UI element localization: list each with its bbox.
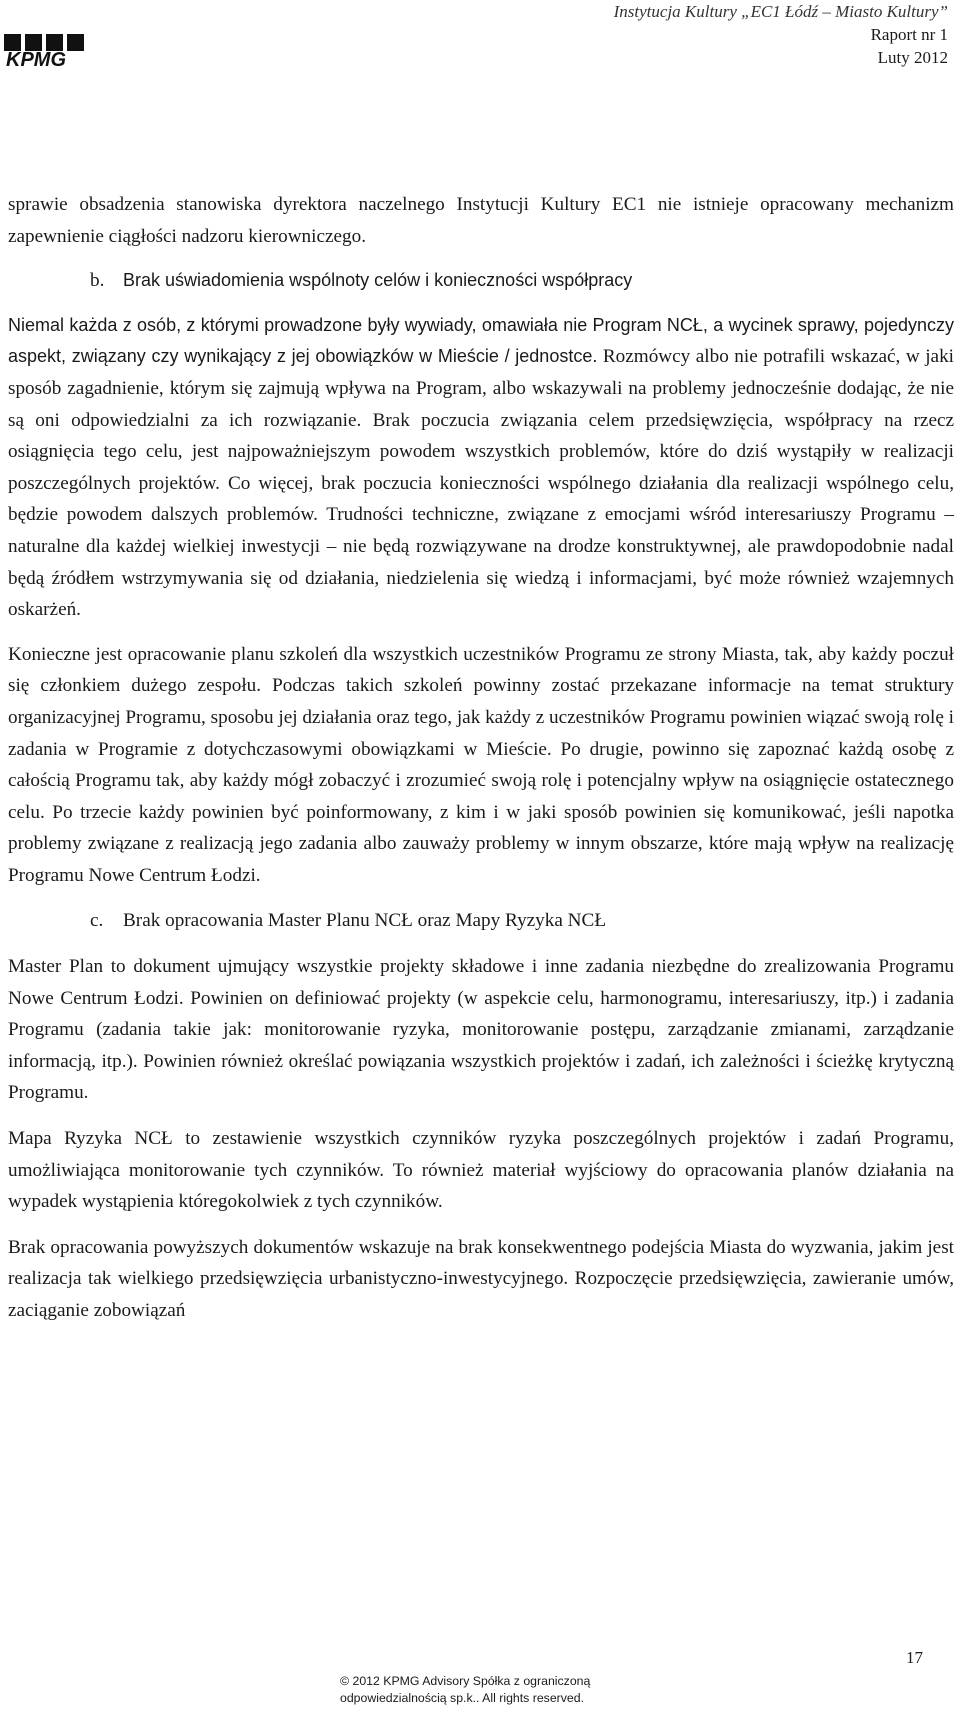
- page-header: [614, 0, 948, 69]
- heading-b-text: Brak uświadomienia wspólnoty celów i konieczności współpracy: [123, 270, 633, 291]
- heading-c-number: c.: [90, 910, 104, 932]
- heading-b-number: b.: [90, 270, 105, 292]
- paragraph-interviews-rest: Rozmówcy albo nie potrafili wskazać, w jaki sposób zagadnienie, którym się zajmują wpływa na Program, albo wskazywali na problemy jednocześnie dodając, że nie są oni odpowiedzialni za ich rozwiązanie. Brak poczucia związania celem przedsięwzięcia, współpracy na rzecz osiągnięcia tego celu, jest najpoważniejszym powodem wszystkich problemów, które do dziś wystąpiły w realizacji poszczególnych projektów. Co więcej, brak poczucia konieczności wspólnego działania dla realizacji wspólnego celu, będzie powodem dalszych problemów. Trudności techniczne, związane z emocjami wśród interesariuszy Programu – naturalne dla każdej wielkiej inwestycji – nie będą rozwiązywane na drodze konstruktywnej, ale prawdopodobnie nadal będą źródłem wstrzymywania się od działania, niedzielenia się wiedzą i informacjami, być może również wzajemnych oskarżeń.: [8, 346, 955, 621]
- logo-text: KPMG: [6, 49, 66, 68]
- copyright-notice: [340, 1673, 680, 1707]
- section-heading-c: [8, 905, 954, 937]
- paragraph-interviews: [8, 310, 954, 626]
- copyright-line-2: odpowiedzialnością sp.k.. All rights reserved.: [340, 1691, 585, 1705]
- header-date: Luty 2012: [877, 48, 948, 67]
- paragraph-master-plan: Master Plan to dokument ujmujący wszystkie projekty składowe i inne zadania niezbędne do zrealizowania Programu Nowe Centrum Łodzi. Powinien on definiować projekty (w aspekcie celu, harmonogramu, interesariuszy, itp.) i zadania Programu (zadania takie jak: monitorowanie ryzyka, monitorowanie postępu, zarządzanie zmianami, zarządzanie informacją, itp.). Powinien również określać powiązania wszystkich projektów i zadań, ich zależności i ścieżkę krytyczną Programu.: [8, 956, 954, 1104]
- paragraph-conclusion: Brak opracowania powyższych dokumentów wskazuje na brak konsekwentnego podejścia Miasta do wyzwania, jakim jest realizacja tak wielkiego przedsięwzięcia urbanistyczno-inwestycyjnego. Rozpoczęcie przedsięwzięcia, zawieranie umów, zaciąganie zobowiązań: [8, 1236, 954, 1321]
- page-number: 17: [906, 1648, 923, 1667]
- header-report: Raport nr 1: [870, 25, 948, 44]
- paragraph-interviews-sans: Niemal każda z osób, z którymi prowadzone były wywiady, omawiała nie Program NCŁ, a wycinek sprawy, pojedynczy aspekt, związany czy wynikający z jej obowiązków w Mieście / jednostce.: [8, 314, 954, 367]
- document-body: [8, 189, 954, 1327]
- paragraph-risk-map: Mapa Ryzyka NCŁ to zestawienie wszystkich czynników ryzyka poszczególnych projektów i zadań Programu, umożliwiająca monitorowanie tych czynników. To również materiał wyjściowy do opracowania planów działania na wypadek wystąpienia któregokolwiek z tych czynników.: [8, 1128, 954, 1213]
- heading-c-text: Brak opracowania Master Planu NCŁ oraz Mapy Ryzyka NCŁ: [123, 910, 607, 932]
- copyright-line-1: © 2012 KPMG Advisory Spółka z ograniczoną: [340, 1674, 591, 1688]
- kpmg-logo: [4, 34, 102, 68]
- paragraph-training: Konieczne jest opracowanie planu szkoleń dla wszystkich uczestników Programu ze strony Miasta, tak, aby każdy poczuł się członkiem dużego zespołu. Podczas takich szkoleń powinny zostać przekazane informacje na temat struktury organizacyjnej Programu, sposobu jej działania oraz tego, jak każdy z uczestników Programu powinien wiązać swoją rolę i zadania w Programie z dotychczasowymi obowiązkami w Mieście. Po drugie, powinno się zapoznać każdą osobę z całością Programu tak, aby każdy mógł zobaczyć i zrozumieć swoją rolę i potencjalny wpływ na osiągnięcie ostatecznego celu. Po trzecie każdy powinien być poinformowany, z kim i w jaki sposób powinien się komunikować, jeśli napotka problemy związane z realizacją jego zadania albo zauważy problemy w innym obszarze, które mają wpływ na realizację Programu Nowe Centrum Łodzi.: [8, 643, 954, 886]
- section-heading-b: [8, 265, 954, 297]
- paragraph-continuation: sprawie obsadzenia stanowiska dyrektora naczelnego Instytucji Kultury EC1 nie istnieje opracowany mechanizm zapewnienie ciągłości nadzoru kierowniczego.: [8, 194, 954, 247]
- header-institution: Instytucja Kultury „EC1 Łódź – Miasto Kultury”: [613, 2, 948, 21]
